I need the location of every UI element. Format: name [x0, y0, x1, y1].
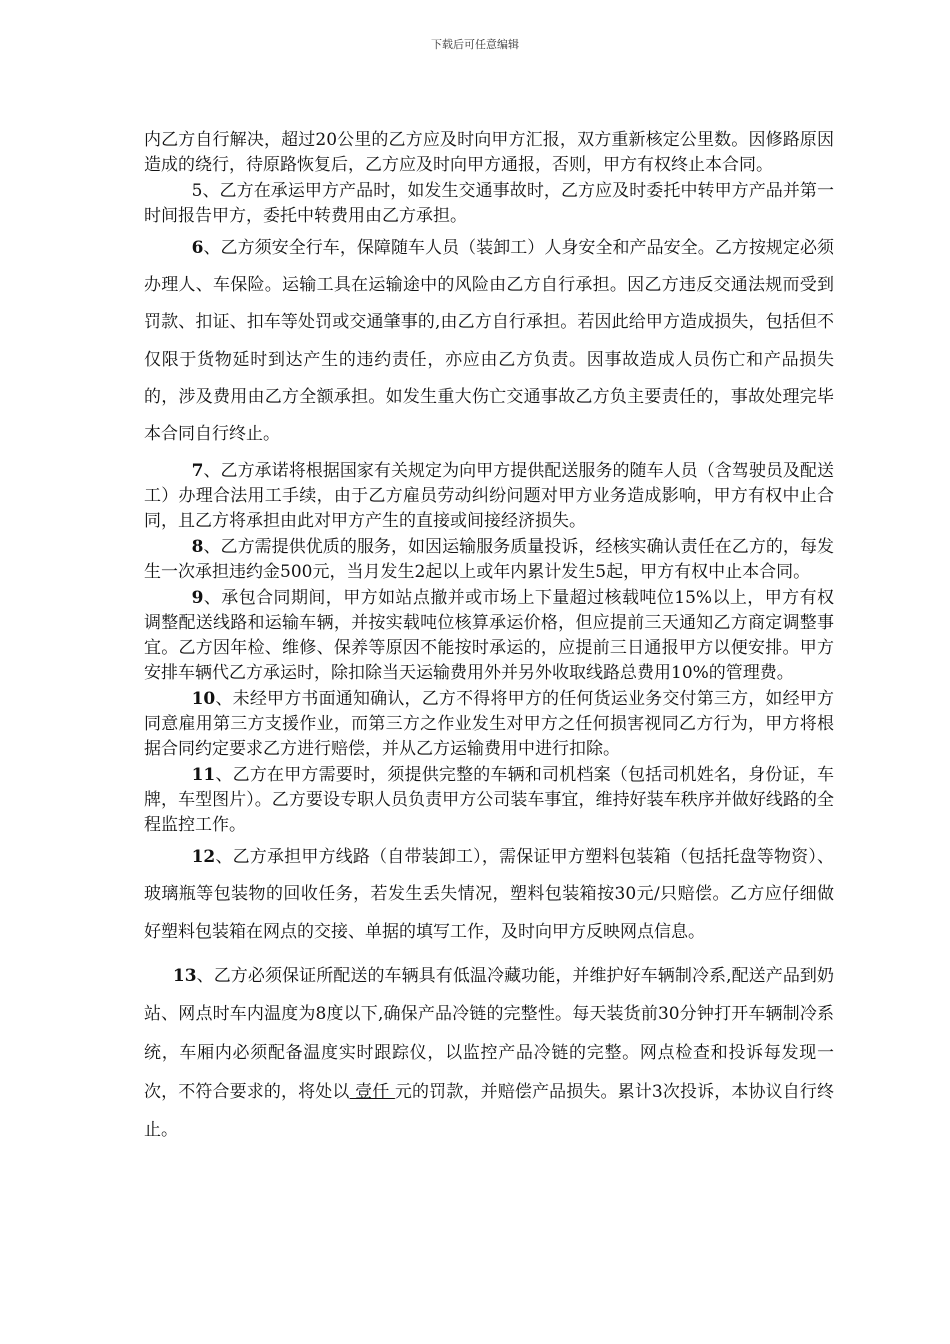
- clause-number: 13: [172, 965, 197, 986]
- contract-body: [144, 128, 834, 1150]
- clause-text: 、乙方需提供优质的服务，如因运输服务质量投诉，经核实确认责任在乙方的，每发生一次承担违约金500元，当月发生2起以上或年内累计发生5起，甲方有权中止本合同。: [144, 537, 834, 583]
- clause-10: [144, 687, 834, 762]
- penalty-amount: 壹仟: [349, 1081, 395, 1102]
- clause-text: 、承包合同期间，甲方如站点撤并或市场上下量超过核载吨位15%以上，甲方有权调整配送线路和运输车辆，并按实载吨位核算承运价格，但应提前三天通知乙方商定调整事宜。乙方因年检、维修、保养等原因不能按时承运的，应提前三日通报甲方以便安排。甲方安排车辆代乙方承运时，除扣除当天运输费用外并另外收取线路总费用10%的管理费。: [144, 588, 834, 684]
- clause-text: 、乙方须安全行车，保障随车人员（装卸工）人身安全和产品安全。乙方按规定必须办理人、车保险。运输工具在运输途中的风险由乙方自行承担。因乙方违反交通法规而受到罚款、扣证、扣车等处罚或交通肇事的,由乙方自行承担。若因此给甲方造成损失，包括但不仅限于货物延时到达产生的违约责任，亦应由乙方负责。因事故造成人员伤亡和产品损失的，涉及费用由乙方全额承担。如发生重大伤亡交通事故乙方负主要责任的，事故处理完毕本合同自行终止。: [144, 238, 834, 445]
- clause-6: [144, 230, 834, 453]
- clause-number: 7: [191, 461, 204, 482]
- clause-number: 10: [191, 689, 216, 710]
- clause-number: 5: [191, 181, 203, 201]
- clause-5: [144, 179, 834, 229]
- clause-number: 8: [191, 537, 204, 558]
- clause-12: [144, 839, 834, 951]
- clause-text: 、乙方必须保证所配送的车辆具有低温冷藏功能，并维护好车辆制冷系,配送产品到奶站、网点时车内温度为8度以下,确保产品冷链的完整性。每天装货前30分钟打开车辆制冷系统，车厢内必须配备温度实时跟踪仪，以监控产品冷链的完整。网点检查和投诉每发现一次，不符合要求的，将处以: [144, 965, 834, 1102]
- clause-11: [144, 763, 834, 838]
- clause-number: 11: [191, 765, 216, 786]
- clause-7: [144, 459, 834, 534]
- clause-number: 6: [191, 238, 204, 258]
- clause-text: 、乙方承担甲方线路（自带装卸工），需保证甲方塑料包装箱（包括托盘等物资）、玻璃瓶等包装物的回收任务，若发生丢失情况，塑料包装箱按30元/只赔偿。乙方应仔细做好塑料包装箱在网点的交接、单据的填写工作，及时向甲方反映网点信息。: [144, 847, 834, 942]
- clause-text-end: 元的罚款，并赔偿产品损失。累计3次投诉，本协议自行终止。: [144, 1081, 835, 1141]
- clause-number: 9: [191, 588, 204, 609]
- clause-number: 12: [191, 847, 216, 868]
- clause-text: 、乙方在甲方需要时，须提供完整的车辆和司机档案（包括司机姓名，身份证，车牌，车型图片）。乙方要设专职人员负责甲方公司装车事宜，维持好装车秩序并做好线路的全程监控工作。: [144, 765, 834, 836]
- clause-text: 、乙方承诺将根据国家有关规定为向甲方提供配送服务的随车人员（含驾驶员及配送工）办理合法用工手续，由于乙方雇员劳动纠纷问题对甲方业务造成影响，甲方有权中止合同，且乙方将承担由此对甲方产生的直接或间接经济损失。: [144, 461, 834, 532]
- page-header: 下载后可任意编辑: [431, 38, 519, 51]
- clause-13: [144, 957, 834, 1150]
- clause-text: 、未经甲方书面通知确认，乙方不得将甲方的任何货运业务交付第三方，如经甲方同意雇用第三方支援作业，而第三方之作业发生对甲方之任何损害视同乙方行为，甲方将根据合同约定要求乙方进行赔偿，并从乙方运输费用中进行扣除。: [144, 689, 834, 760]
- paragraph-continuation: 内乙方自行解决，超过20公里的乙方应及时向甲方汇报，双方重新核定公里数。因修路原因造成的绕行，待原路恢复后，乙方应及时向甲方通报，否则，甲方有权终止本合同。: [144, 130, 834, 175]
- clause-9: [144, 586, 834, 686]
- clause-8: [144, 535, 834, 585]
- clause-text: 、乙方在承运甲方产品时，如发生交通事故时，乙方应及时委托中转甲方产品并第一时间报告甲方，委托中转费用由乙方承担。: [144, 181, 834, 226]
